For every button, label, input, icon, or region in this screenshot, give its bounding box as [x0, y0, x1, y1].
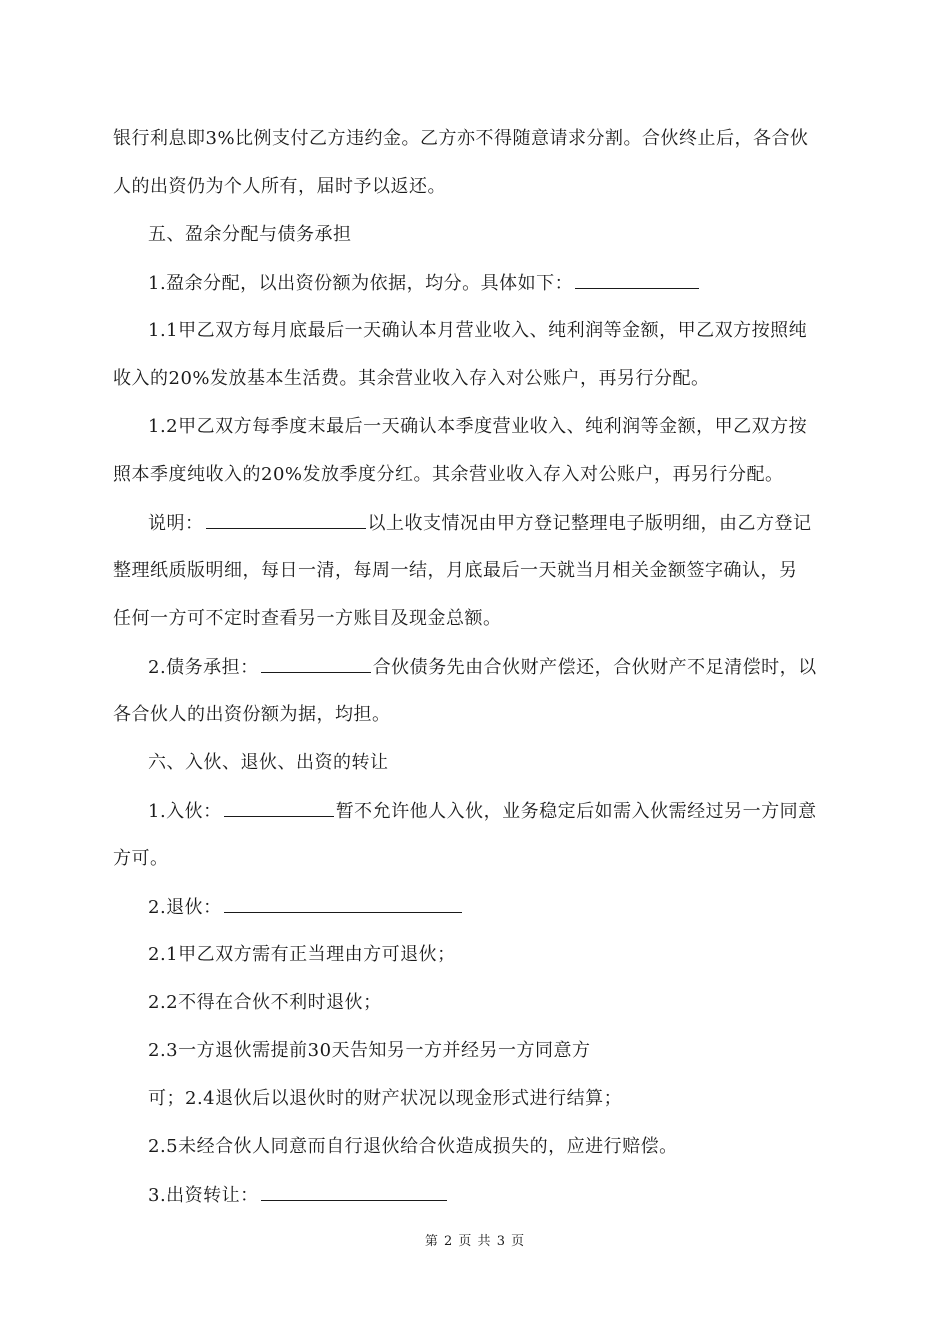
line-text: 整理纸质版明细，每日一清，每周一结，月底最后一天就当月相关金额签字确认，另 — [113, 560, 798, 581]
paragraph-line — [113, 462, 843, 488]
line-label: 说明： — [148, 513, 204, 534]
paragraph-line — [113, 366, 843, 392]
line-text: 各合伙人的出资份额为据，均担。 — [113, 704, 391, 725]
line-text: 暂不允许他人入伙，业务稳定后如需入伙需经过另一方同意 — [335, 801, 817, 822]
paragraph-line — [148, 894, 843, 921]
heading-text: 五、盈余分配与债务承担 — [148, 224, 352, 245]
paragraph-line — [148, 1134, 843, 1160]
fill-blank[interactable] — [575, 270, 699, 289]
fill-blank[interactable] — [261, 1182, 447, 1201]
paragraph-line — [113, 126, 843, 152]
line-text: 照本季度纯收入的20%发放季度分红。其余营业收入存入对公账户，再另行分配。 — [113, 464, 784, 485]
paragraph-line — [148, 990, 843, 1016]
line-text: 方可。 — [113, 848, 169, 869]
line-text: 1.1甲乙双方每月底最后一天确认本月营业收入、纯利润等金额，甲乙双方按照纯 — [148, 320, 808, 341]
heading-text: 六、入伙、退伙、出资的转让 — [148, 752, 389, 773]
paragraph-line — [148, 798, 843, 825]
paragraph-line — [113, 174, 843, 200]
section-heading — [148, 750, 843, 776]
line-label: 1.入伙： — [148, 801, 222, 822]
paragraph-line — [113, 846, 843, 872]
page-number-footer — [0, 1230, 950, 1249]
paragraph-line — [148, 1038, 843, 1064]
paragraph-line — [113, 606, 843, 632]
paragraph-line — [148, 270, 843, 297]
paragraph-line — [113, 702, 843, 728]
paragraph-line — [148, 510, 843, 537]
paragraph-line — [148, 1182, 843, 1209]
fill-blank[interactable] — [224, 894, 462, 913]
line-text: 2.5未经合伙人同意而自行退伙给合伙造成损失的，应进行赔偿。 — [148, 1136, 678, 1157]
line-label: 2.退伙： — [148, 897, 222, 918]
section-heading — [148, 222, 843, 248]
paragraph-line — [148, 318, 843, 344]
line-text: 收入的20%发放基本生活费。其余营业收入存入对公账户，再另行分配。 — [113, 368, 710, 389]
line-text: 2.2不得在合伙不利时退伙； — [148, 992, 382, 1013]
line-text: 可；2.4退伙后以退伙时的财产状况以现金形式进行结算； — [148, 1088, 623, 1109]
paragraph-line — [148, 414, 843, 440]
page-number: 第 2 页 共 3 页 — [424, 1234, 526, 1249]
line-text: 任何一方可不定时查看另一方账目及现金总额。 — [113, 608, 502, 629]
line-text: 银行利息即3%比例支付乙方违约金。乙方亦不得随意请求分割。合伙终止后，各合伙 — [113, 128, 809, 149]
line-text: 2.1甲乙双方需有正当理由方可退伙； — [148, 944, 456, 965]
paragraph-line — [148, 1086, 843, 1112]
line-label: 3.出资转让： — [148, 1185, 259, 1206]
line-text: 2.3一方退伙需提前30天告知另一方并经另一方同意方 — [148, 1040, 591, 1061]
fill-blank[interactable] — [224, 798, 334, 817]
line-text: 人的出资仍为个人所有，届时予以返还。 — [113, 176, 446, 197]
line-text: 1.2甲乙双方每季度末最后一天确认本季度营业收入、纯利润等金额，甲乙双方按 — [148, 416, 808, 437]
line-text: 以上收支情况由甲方登记整理电子版明细，由乙方登记 — [367, 513, 812, 534]
line-label: 2.债务承担： — [148, 657, 259, 678]
paragraph-line — [113, 558, 843, 584]
paragraph-line — [148, 942, 843, 968]
fill-blank[interactable] — [206, 510, 366, 529]
paragraph-line — [148, 654, 843, 681]
line-text: 合伙债务先由合伙财产偿还，合伙财产不足清偿时，以 — [372, 657, 817, 678]
fill-blank[interactable] — [261, 654, 371, 673]
line-text: 1.盈余分配，以出资份额为依据，均分。具体如下： — [148, 273, 574, 294]
